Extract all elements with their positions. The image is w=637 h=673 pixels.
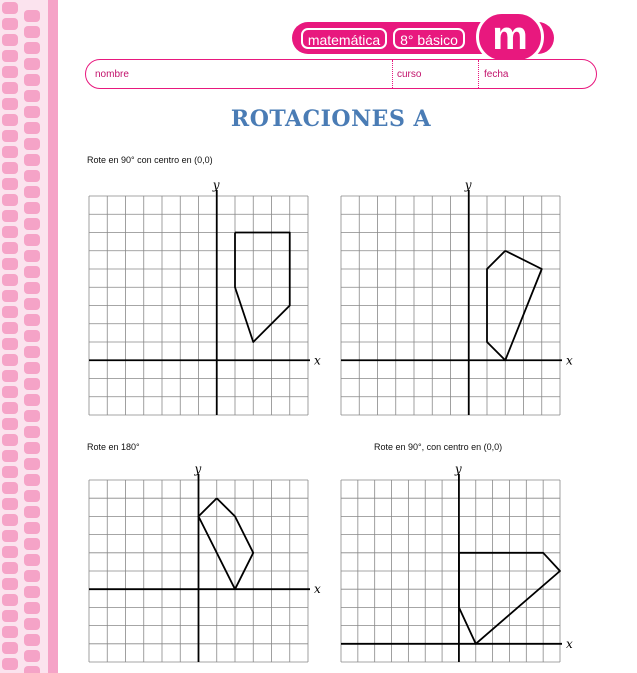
strip-edge (48, 0, 58, 673)
grid-plot-1 (89, 178, 321, 415)
strip-tile (2, 434, 18, 446)
grid-plot-3 (89, 462, 321, 662)
strip-tile (2, 82, 18, 94)
name-label: nombre (95, 69, 129, 80)
figure-polygon (199, 498, 254, 589)
strip-tile (24, 154, 40, 166)
strip-tile (24, 298, 40, 310)
strip-tile (2, 194, 18, 206)
exercise-1-instruction: Rote en 90° con centro en (0,0) (87, 155, 213, 165)
strip-tile (24, 378, 40, 390)
strip-tile (24, 362, 40, 374)
strip-tile (24, 330, 40, 342)
coordinate-grid (89, 462, 321, 662)
strip-tile (24, 586, 40, 598)
strip-tile (2, 226, 18, 238)
strip-tile (2, 594, 18, 606)
strip-tile (24, 10, 40, 22)
y-axis-label: y (194, 462, 202, 476)
strip-tile (2, 210, 18, 222)
exercise-4-instruction: Rote en 90°, con centro en (0,0) (374, 442, 503, 452)
strip-tile (24, 346, 40, 358)
strip-tile (2, 338, 18, 350)
strip-tile (2, 482, 18, 494)
strip-tile (2, 66, 18, 78)
strip-tile (24, 650, 40, 662)
strip-tile (24, 394, 40, 406)
y-axis-label: y (454, 462, 462, 476)
x-axis-label: x (566, 353, 573, 368)
strip-tile (24, 410, 40, 422)
strip-tile (24, 58, 40, 70)
strip-tile (2, 498, 18, 510)
x-axis-label: x (314, 353, 321, 368)
strip-tile (2, 610, 18, 622)
decorative-pattern (0, 0, 58, 673)
x-axis-label: x (314, 582, 321, 597)
strip-tile (2, 258, 18, 270)
strip-tile (24, 634, 40, 646)
student-info-bar (85, 59, 597, 89)
strip-tile (2, 658, 18, 670)
strip-tile (2, 546, 18, 558)
subject-badge: matemática (301, 28, 387, 49)
strip-tile (24, 234, 40, 246)
exercise-3-instruction: Rote en 180° (87, 442, 140, 452)
strip-tile (24, 506, 40, 518)
strip-tile (2, 2, 18, 14)
strip-tile (24, 42, 40, 54)
strip-tile (24, 26, 40, 38)
decorative-side-strip (0, 0, 58, 673)
grid-plot-4 (341, 462, 573, 662)
strip-tile (24, 250, 40, 262)
strip-tile (2, 530, 18, 542)
strip-tile (24, 522, 40, 534)
strip-tile (2, 642, 18, 654)
strip-tile (2, 50, 18, 62)
strip-tile (24, 570, 40, 582)
strip-tile (2, 18, 18, 30)
strip-tile (24, 266, 40, 278)
strip-tile (2, 178, 18, 190)
strip-tile (24, 426, 40, 438)
date-label: fecha (484, 69, 509, 80)
strip-tile (2, 34, 18, 46)
coordinate-grid (89, 178, 321, 415)
strip-tile (2, 514, 18, 526)
strip-tile (24, 666, 40, 673)
strip-tile (24, 490, 40, 502)
strip-tile (24, 218, 40, 230)
strip-tile (24, 602, 40, 614)
strip-tile (2, 242, 18, 254)
strip-tile (24, 74, 40, 86)
coordinate-grid (341, 178, 573, 415)
strip-tile (2, 274, 18, 286)
y-axis-label: y (212, 178, 220, 192)
strip-tile (2, 322, 18, 334)
strip-tile (2, 562, 18, 574)
grade-badge: 8° básico (393, 28, 465, 49)
strip-tile (24, 554, 40, 566)
page-title: ROTACIONES A (230, 106, 432, 132)
field-divider (392, 60, 393, 88)
y-axis-label: y (464, 178, 472, 192)
strip-tile (24, 458, 40, 470)
x-axis-label: x (566, 636, 573, 651)
coordinate-grid (341, 462, 573, 662)
strip-tile (24, 90, 40, 102)
strip-tile (24, 442, 40, 454)
strip-tile (2, 466, 18, 478)
strip-tile (2, 402, 18, 414)
strip-tile (24, 618, 40, 630)
strip-tile (2, 418, 18, 430)
strip-tile (2, 306, 18, 318)
strip-tile (24, 314, 40, 326)
strip-tile (2, 146, 18, 158)
strip-tile (2, 626, 18, 638)
strip-tile (24, 282, 40, 294)
strip-tile (2, 162, 18, 174)
strip-tile (2, 450, 18, 462)
strip-tile (24, 170, 40, 182)
strip-tile (24, 538, 40, 550)
strip-tile (2, 578, 18, 590)
strip-tile (24, 474, 40, 486)
course-label: curso (397, 69, 422, 80)
grid-plot-2 (341, 178, 573, 415)
field-divider (478, 60, 479, 88)
strip-tile (24, 186, 40, 198)
strip-tile (24, 202, 40, 214)
strip-tile (24, 138, 40, 150)
strip-tile (2, 290, 18, 302)
logo: m (476, 11, 544, 63)
strip-tile (2, 354, 18, 366)
strip-tile (2, 386, 18, 398)
strip-tile (2, 370, 18, 382)
